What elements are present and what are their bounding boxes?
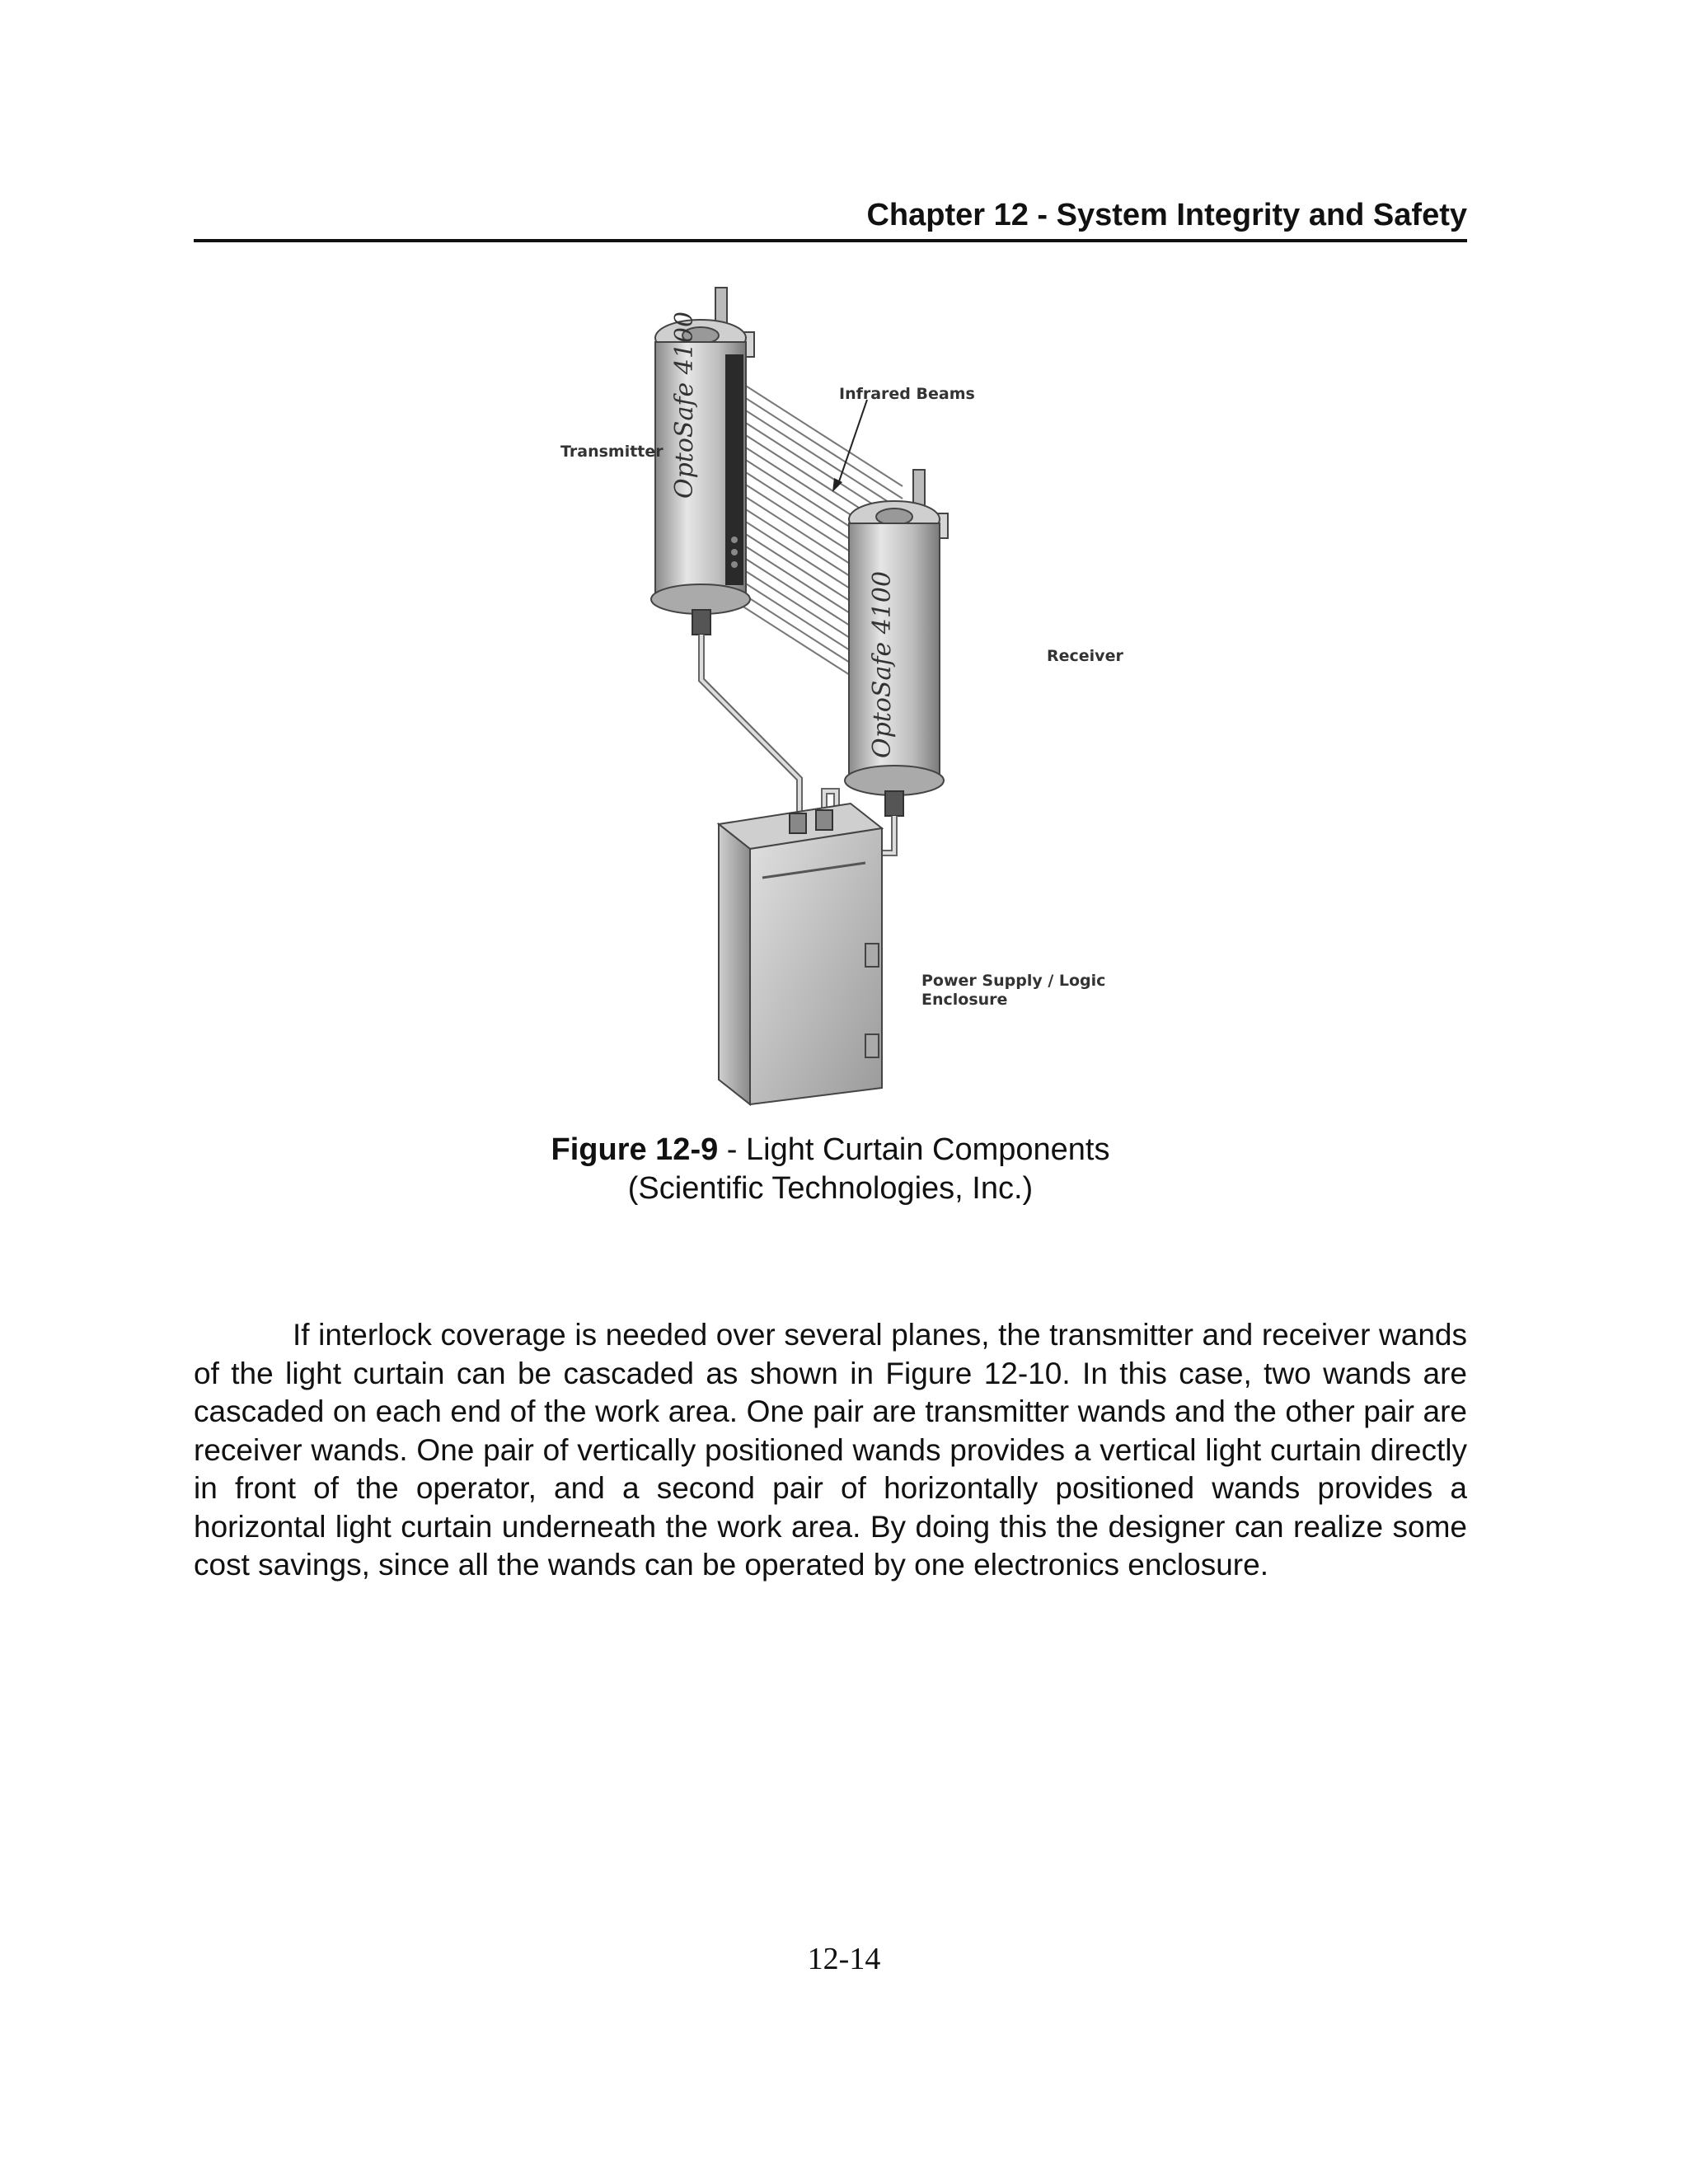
power-supply-label-line2: Enclosure: [921, 991, 1008, 1009]
svg-text:OptoSafe 4100: OptoSafe 4100: [670, 311, 699, 499]
figure-title: Light Curtain Components: [746, 1132, 1110, 1167]
figure-source: (Scientific Technologies, Inc.): [627, 1171, 1034, 1206]
power-supply-enclosure: [719, 804, 882, 1104]
receiver-wand: [845, 470, 948, 816]
page-number: 12-14: [807, 1942, 881, 1976]
figure-number: Figure 12-9: [551, 1132, 719, 1167]
chapter-header: Chapter 12 - System Integrity and Safety: [194, 194, 1467, 242]
svg-text:OptoSafe 4100: OptoSafe 4100: [868, 570, 897, 758]
transmitter-label: Transmitter: [560, 443, 663, 461]
caption-separator: -: [718, 1132, 747, 1167]
receiver-label: Receiver: [1047, 647, 1123, 665]
caption-line1: [194, 1131, 1467, 1169]
body-paragraph: If interlock coverage is needed over several planes, the transmitter and receiver wands of the light curtain can be cascaded as shown in Figure 12-10. In this case, two wands are cascaded on each end of the work area. One pair are transmitter wands and the other pair are receiver wands. One pair of vertically positioned wands provides a vertical light curtain directly in front of the operator, and a second pair of horizontally positioned wands provides a horizontal light curtain underneath the work area. By doing this the designer can realize some cost savings, since all the wands can be operated by one electronics enclosure.: [194, 1318, 1467, 1582]
transmitter-wand: [651, 288, 754, 635]
power-supply-label: [921, 972, 1105, 1010]
power-supply-label-line1: Power Supply / Logic: [921, 972, 1106, 990]
figure-caption: [194, 1131, 1467, 1208]
light-curtain-figure: [528, 276, 1170, 1113]
infrared-beams-label: Infrared Beams: [839, 385, 975, 403]
